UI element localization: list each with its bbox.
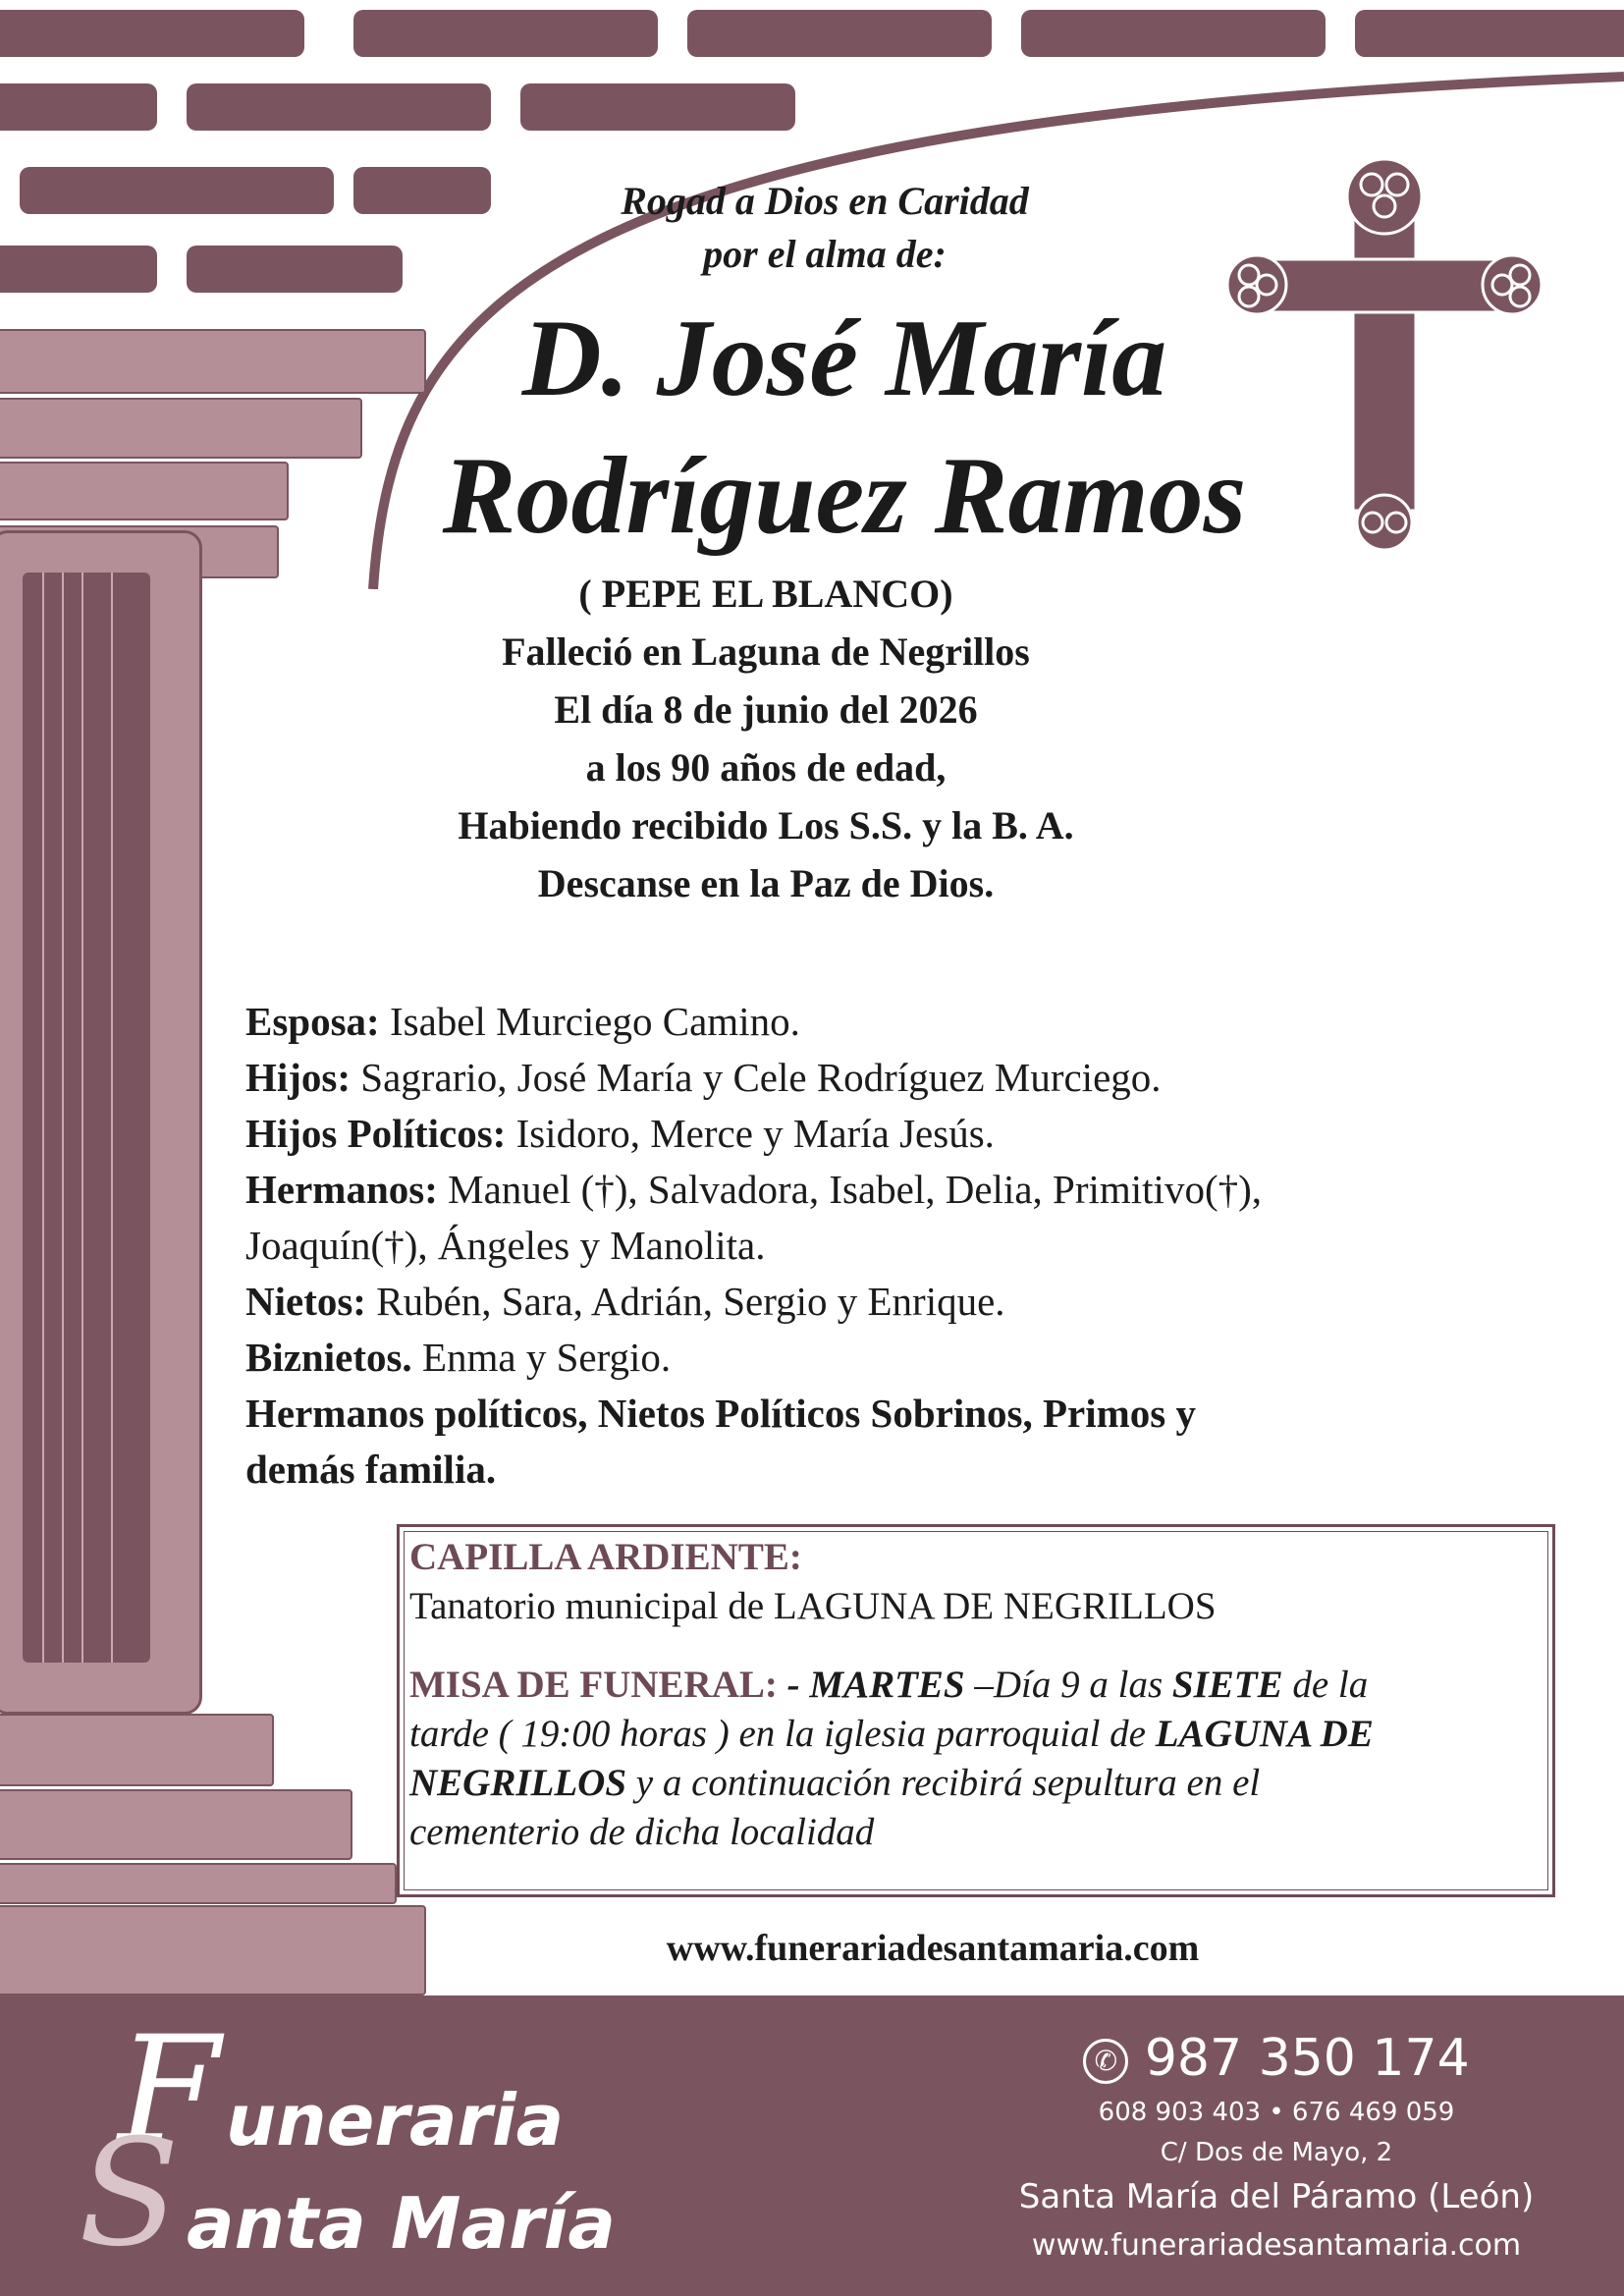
website-link-footer[interactable]: www.funerariadesantamaria.com [1031, 2228, 1522, 2263]
family-otros: Hermanos políticos, Nietos Políticos Sobrinos, Primos y demás familia. [245, 1391, 1197, 1492]
deceased-name-line-1: D. José María [521, 298, 1167, 419]
address: C/ Dos de Mayo, 2 [1160, 2138, 1393, 2167]
family-list [245, 994, 1522, 1498]
capilla-text: Tanatorio municipal de LAGUNA DE NEGRILLOS [409, 1585, 1217, 1627]
family-hijos: Hijos: Sagrario, José María y Cele Rodríguez Murciego. [245, 1055, 1162, 1100]
intro-line-1: Rogad a Dios en Caridad [621, 179, 1029, 223]
mobile-numbers[interactable]: 608 903 403 • 676 469 059 [1098, 2098, 1455, 2127]
capilla-heading: CAPILLA ARDIENTE: [409, 1536, 802, 1578]
family-esposa: Esposa: Isabel Murciego Camino. [245, 999, 800, 1044]
death-date: El día 8 de junio del 2026 [554, 687, 978, 732]
column-shaft [0, 530, 202, 1715]
rest-in-peace: Descanse en la Paz de Dios. [537, 861, 995, 905]
intro-line-2: por el alma de: [703, 232, 947, 276]
deceased-name-line-2: Rodríguez Ramos [442, 435, 1247, 557]
town: Santa María del Páramo (León) [1018, 2177, 1535, 2216]
family-nietos: Nietos: Rubén, Sara, Adrián, Sergio y Enrique. [245, 1279, 1005, 1324]
nickname: ( PEPE EL BLANCO) [578, 572, 953, 616]
intro-text [511, 175, 1139, 281]
sacraments: Habiendo recibido Los S.S. y la B. A. [458, 803, 1074, 847]
footer [0, 1995, 1624, 2296]
brand-logo: F uneraria S anta María [79, 2005, 616, 2279]
service-info-box [397, 1524, 1555, 1897]
family-hermanos: Hermanos: Manuel (†), Salvadora, Isabel, Delia, Primitivo(†), [245, 1167, 1262, 1212]
misa-line-3: NEGRILLOS y a continuación recibirá sepultura en el [409, 1762, 1261, 1804]
deceased-name [393, 290, 1296, 565]
family-hermanos-cont: Joaquín(†), Ángeles y Manolita. [245, 1223, 766, 1268]
misa-line-1: MISA DE FUNERAL: - MARTES –Día 9 a las SIETE de la [409, 1664, 1369, 1706]
contact-info [982, 2025, 1571, 2270]
death-place: Falleció en Laguna de Negrillos [502, 629, 1030, 674]
phone-icon: ✆ [1083, 2039, 1128, 2084]
misa-line-2: tarde ( 19:00 horas ) en la iglesia parroquial de LAGUNA DE [409, 1713, 1374, 1755]
misa-line-4: cementerio de dicha localidad [409, 1811, 875, 1853]
misa-heading: MISA DE FUNERAL: [409, 1664, 778, 1706]
phone-number[interactable]: 987 350 174 [1144, 2029, 1470, 2088]
family-biznietos: Biznietos. Enma y Sergio. [245, 1335, 672, 1380]
death-info [324, 565, 1208, 912]
website-link-top[interactable]: www.funerariadesantamaria.com [666, 1928, 1200, 1969]
age: a los 90 años de edad, [585, 745, 947, 790]
family-hijos-politicos: Hijos Políticos: Isidoro, Merce y María Jesús. [245, 1111, 995, 1156]
